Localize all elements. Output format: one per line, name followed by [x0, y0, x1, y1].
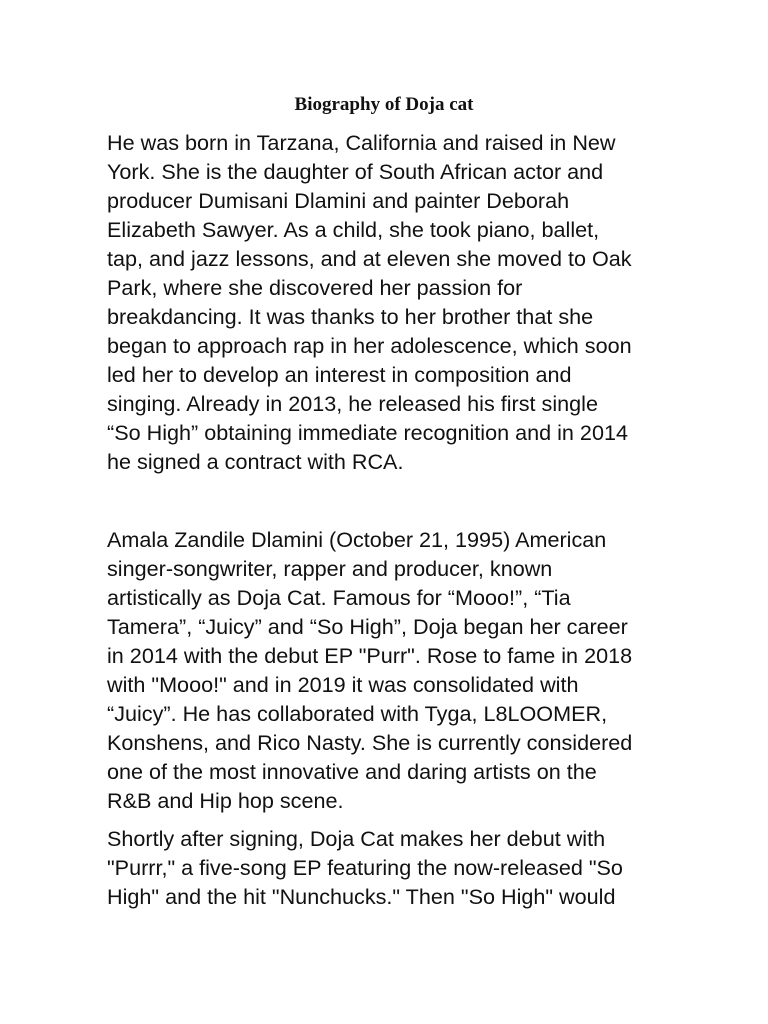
- paragraph-debut: Shortly after signing, Doja Cat makes her debut with "Purrr," a five-song EP featuring the now-released "So High" and the hit "Nunchucks." Then "So High" would: [107, 826, 623, 909]
- document-title: Biography of Doja cat: [294, 94, 474, 115]
- paragraph-career: Amala Zandile Dlamini (October 21, 1995) American singer-songwriter, rapper and producer, known artistically as Doja Cat. Famous for “Mooo!”, “Tia Tamera”, “Juicy” and “So High”, Doja began her career in 2014 with the debut EP "Purr". Rose to fame in 2018 with "Mooo!" and in 2019 it was consolidated with “Juicy”. He has collaborated with Tyga, L8LOOMER, Konshens, and Rico Nasty. She is currently considered one of the most innovative and daring artists on the R&B and Hip hop scene.: [107, 527, 633, 813]
- paragraph-early-life: He was born in Tarzana, California and raised in New York. She is the daughter of South African actor and producer Dumisani Dlamini and painter Deborah Elizabeth Sawyer. As a child, she took piano, ballet, tap, and jazz lessons, and at eleven she moved to Oak Park, where she discovered her passion for breakdancing. It was thanks to her brother that she began to approach rap in her adolescence, which soon led her to develop an interest in composition and singing. Already in 2013, he released his first single “So High” obtaining immediate recognition and in 2014 he signed a contract with RCA.: [107, 130, 632, 474]
